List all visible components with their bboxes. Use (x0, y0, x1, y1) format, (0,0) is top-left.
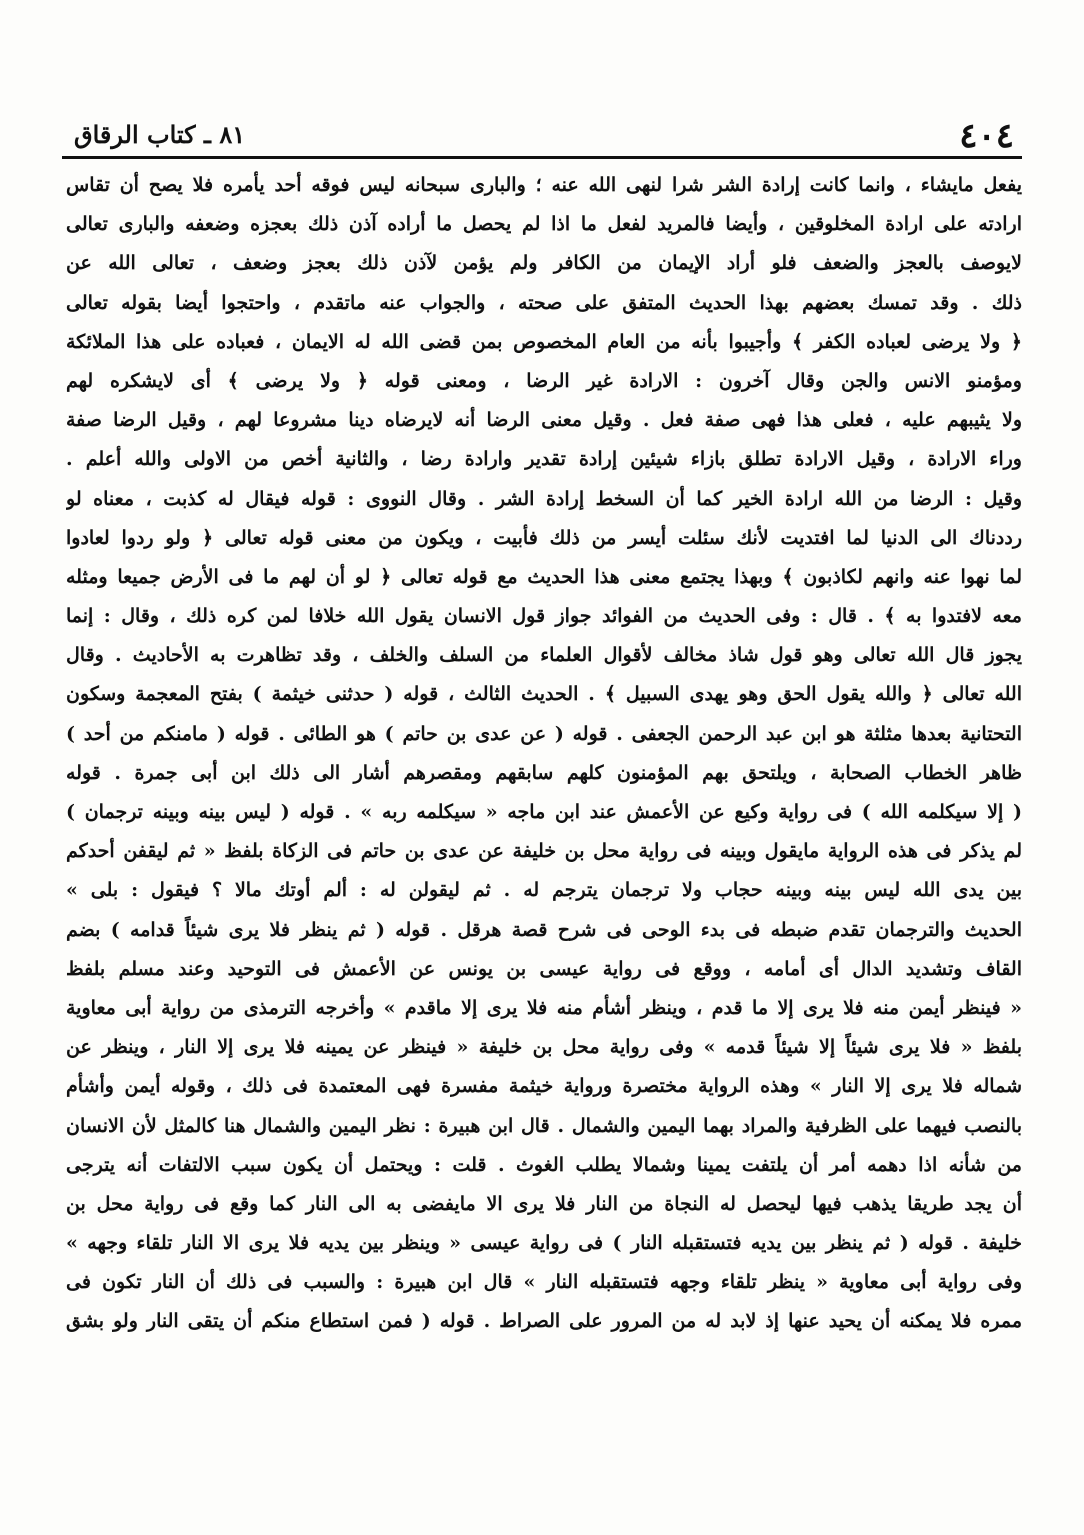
text-line: أن يجد طريقا يذهب فيها ليحصل له النجاة من النار فلا يرى الا مايفضى به الى النار كما وقع فى رواية محل بن (66, 1192, 1022, 1215)
text-line: خليفة . قوله ( ثم ينظر بين يديه فتستقبله النار ) فى رواية عيسى « وينظر بين يديه فلا يرى الا النار تلقاء وجهه » (66, 1232, 1022, 1255)
text-line: ذلك . وقد تمسك بعضهم بهذا الحديث المتفق على صحته ، والجواب عنه ماتقدم ، واحتجوا أيضا بقوله تعالى (66, 291, 1022, 314)
text-line: يفعل مايشاء ، وانما كانت إرادة الشر شرا لنهى الله عنه ؛ والبارى سبحانه ليس فوقه أحد يأمره فلا يصح أن تقاس (66, 174, 1022, 196)
header-rule (62, 156, 1022, 159)
text-line: بالنصب فيهما على الظرفية والمراد بهما اليمين والشمال . قال ابن هبيرة : نظر اليمين والشمال هنا كالمثل لأن الانسان (66, 1114, 1022, 1137)
text-line: بين يدى الله ليس بينه وبينه حجاب ولا ترجمان يترجم له . ثم ليقولن له : ألم أوتك مالا ؟ فيقول : بلى » (66, 879, 1022, 902)
running-head: ٨١ ـ كتاب الرقاق (74, 120, 246, 149)
text-line: ( إلا سيكلمه الله ) فى رواية وكيع عن الأعمش عند ابن ماجه « سيكلمه ربه » . قوله ( ليس بينه وبينه ترجمان ) (66, 801, 1022, 823)
text-line: ظاهر الخطاب الصحابة ، ويلتحق بهم المؤمنون كلهم سابقهم ومقصرهم أشار الى ذلك ابن أبى جمرة . قوله (66, 761, 1022, 784)
text-line: بلفظ « فلا يرى شيئاً إلا شيئاً قدمه » وفى رواية محل بن خليفة « فينظر عن يمينه فلا يرى إلا النار ، وينظر عن (66, 1036, 1022, 1059)
text-line: من شأنه اذا دهمه أمر أن يلتفت يمينا وشمالا يطلب الغوث . قلت : ويحتمل أن يكون سبب الالتفات أنه يترجى (66, 1153, 1022, 1176)
page-header (62, 108, 1022, 156)
text-line: « فينظر أيمن منه فلا يرى إلا ما قدم ، وينظر أشأم منه فلا يرى إلا ماقدم » وأخرجه الترمذى من رواية أبى معاوية (66, 996, 1022, 1019)
text-line: لم يذكر فى هذه الرواية مايقول وبينه فى رواية محل بن خليفة عن عدى بن حاتم فى الزكاة بلفظ « ثم ليقفن أحدكم (66, 840, 1022, 863)
text-line: الله تعالى ﴿ والله يقول الحق وهو يهدى السبيل ﴾ . الحديث الثالث ، قوله ( حدثنى خيثمة ) بفتح المعجمة وسكون (66, 683, 1022, 706)
text-line: الحديث والترجمان تقدم ضبطه فى بدء الوحى فى شرح قصة هرقل . قوله ( ثم ينظر فلا يرى شيئاً قدامه ) بضم (66, 918, 1022, 941)
text-line: وراء الارادة ، وقيل الارادة تطلق بازاء شيئين إرادة تقدير وارادة رضا ، والثانية أخص من الاولى والله أعلم . (66, 448, 1022, 471)
text-line: ومؤمنو الانس والجن وقال آخرون : الارادة غير الرضا ، ومعنى قوله ﴿ ولا يرضى ﴾ أى لايشكره لهم (66, 369, 1022, 392)
text-line: لايوصف بالعجز والضعف فلو أراد الإيمان من الكافر ولم يؤمن لآذن ذلك بعجز وضعف ، تعالى الله عن (66, 252, 1022, 275)
text-line: ارادته على ارادة المخلوقين ، وأيضا فالمريد لفعل ما اذا لم يحصل ما أراده آذن ذلك بعجزه وضعفه والبارى تعالى (66, 213, 1022, 236)
text-line: معه لافتدوا به ﴾ . قال : وفى الحديث من الفوائد جواز قول الانسان يقول الله خلافا لمن كره ذلك ، وقال : إنما (66, 605, 1022, 628)
text-line: ولا يثيبهم عليه ، فعلى هذا فهى صفة فعل . وقيل معنى الرضا أنه لايرضاه دينا مشروعا لهم ، وقيل الرضا صفة (66, 409, 1022, 432)
text-line: يجوز قال الله تعالى وهو قول شاذ مخالف لأقوال العلماء من السلف والخلف ، وقد تظاهرت به الأحاديث . وقال (66, 644, 1022, 667)
text-line: ممره فلا يمكنه أن يحيد عنها إذ لابد له من المرور على الصراط . قوله ( فمن استطاع منكم أن يتقى النار ولو بشق (66, 1310, 1022, 1333)
text-line: ﴿ ولا يرضى لعباده الكفر ﴾ وأجيبوا بأنه من العام المخصوص بمن قضى الله له الايمان ، فعباده على هذا الملائكة (66, 330, 1022, 353)
text-line: القاف وتشديد الدال أى أمامه ، ووقع فى رواية عيسى بن يونس عن الأعمش فى التوحيد وعند مسلم بلفظ (66, 957, 1022, 980)
text-line: وقيل : الرضا من الله ارادة الخير كما أن السخط إرادة الشر . وقال النووى : قوله فيقال له كذبت ، معناه لو (66, 487, 1022, 510)
text-line: التحتانية بعدها مثلثة هو ابن عبد الرحمن الجعفى . قوله ( عن عدى بن حاتم ) هو الطائى . قوله ( مامنكم من أحد ) (66, 722, 1022, 745)
body-text (66, 166, 1022, 1342)
page-number: ٤٠٤ (959, 116, 1014, 156)
text-line: رددناك الى الدنيا لما افتديت لأنك سئلت أيسر من ذلك فأبيت ، ويكون من معنى قوله تعالى ﴿ ولو ردوا لعادوا (66, 526, 1022, 549)
text-line: لما نهوا عنه وانهم لكاذبون ﴾ وبهذا يجتمع معنى هذا الحديث مع قوله تعالى ﴿ لو أن لهم ما فى الأرض جميعا ومثله (66, 565, 1022, 588)
text-line: وفى رواية أبى معاوية « ينظر تلقاء وجهه فتستقبله النار » قال ابن هبيرة : والسبب فى ذلك أن النار تكون فى (66, 1271, 1022, 1294)
text-line: شماله فلا يرى إلا النار » وهذه الرواية مختصرة ورواية خيثمة مفسرة فهى المعتمدة فى ذلك ، وقوله أيمن وأشأم (66, 1075, 1022, 1098)
